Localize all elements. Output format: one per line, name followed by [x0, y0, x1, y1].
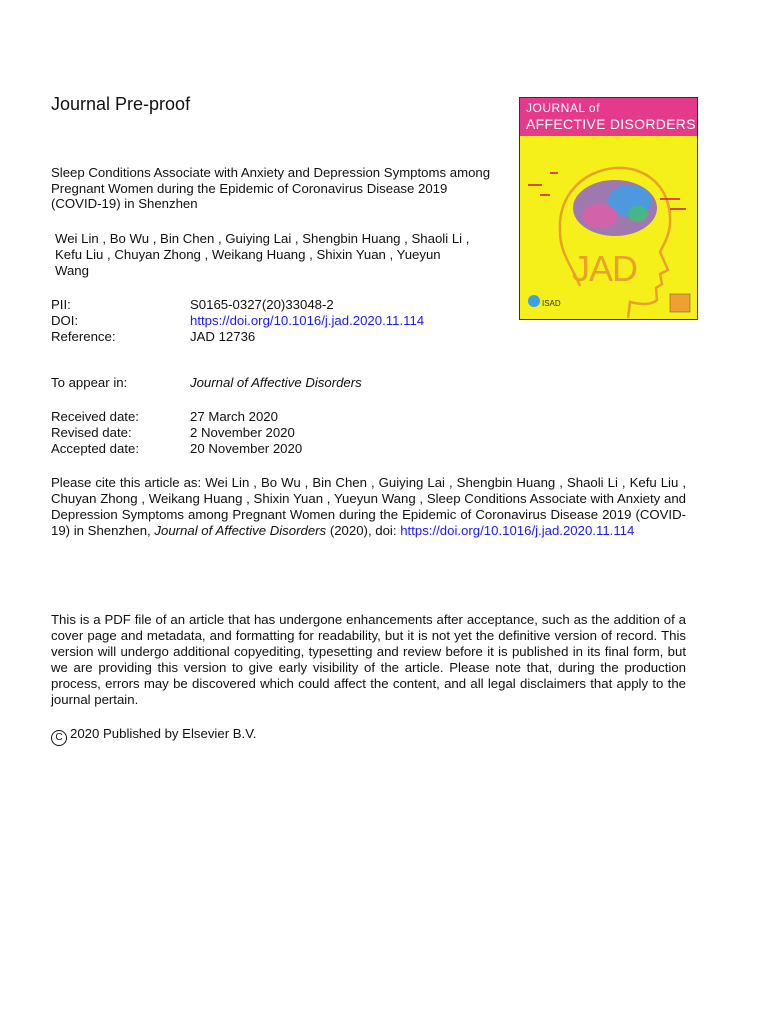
copyright-icon: C: [51, 730, 67, 746]
author-list: Wei Lin , Bo Wu , Bin Chen , Guiying Lai , Shengbin Huang , Shaoli Li , Kefu Liu , Chuyan Zhong , Weikang Huang , Shixin Yuan , Yueyun Wang: [55, 231, 470, 278]
cover-head-illustration: [520, 136, 697, 319]
cover-title-line2: AFFECTIVE DISORDERS: [526, 116, 696, 132]
cover-society: ISAD: [542, 299, 561, 308]
citation-text: Please cite this article as: Wei Lin , Bo Wu , Bin Chen , Guiying Lai , Shengbin Huang , Shaoli Li , Kefu Liu , Chuyan Zhong , Weikang Huang , Shixin Yuan , Yueyun Wang , Sleep Conditions Associate with Anxiety and Depression Symptoms among Pregnant Women during the Epidemic of Coronavirus Disease 2019 (COVID-19) in Shenzhen,: [51, 475, 686, 538]
copyright-text: 2020 Published by Elsevier B.V.: [70, 726, 257, 741]
copyright-line: [51, 726, 256, 746]
received-value: 27 March 2020: [190, 409, 278, 424]
brain-highlight-green: [628, 206, 648, 222]
appear-label: To appear in:: [51, 375, 128, 390]
citation-doi-link[interactable]: https://doi.org/10.1016/j.jad.2020.11.114: [400, 523, 635, 538]
reference-label: Reference:: [51, 329, 116, 344]
article-title: Sleep Conditions Associate with Anxiety and Depression Symptoms among Pregnant Women during the Epidemic of Coronavirus Disease 2019 (COVID-19) in Shenzhen: [51, 165, 491, 212]
citation-journal: Journal of Affective Disorders: [154, 523, 327, 538]
page-heading: Journal Pre-proof: [51, 94, 191, 114]
elsevier-logo-icon: [670, 294, 690, 312]
cover-title-line1: JOURNAL of: [526, 101, 600, 115]
journal-cover: [519, 97, 698, 320]
appear-value: Journal of Affective Disorders: [190, 375, 362, 390]
revised-value: 2 November 2020: [190, 425, 295, 440]
revised-label: Revised date:: [51, 425, 132, 440]
pii-label: PII:: [51, 297, 71, 312]
accepted-label: Accepted date:: [51, 441, 139, 456]
notice-paragraph: This is a PDF file of an article that has undergone enhancements after acceptance, such as the addition of a cover page and metadata, and formatting for readability, but it is not yet the definitive version of record. This version will undergo additional copyediting, typesetting and review before it is published in its final form, but we are providing this version to give early visibility of the article. Please note that, during the production process, errors may be discovered which could affect the content, and all legal disclaimers that apply to the journal pertain.: [51, 612, 686, 707]
reference-value: JAD 12736: [190, 329, 256, 344]
isad-logo-icon: [528, 295, 540, 307]
doi-link[interactable]: https://doi.org/10.1016/j.jad.2020.11.114: [190, 313, 425, 328]
accepted-value: 20 November 2020: [190, 441, 303, 456]
citation-suffix: (2020), doi:: [326, 523, 401, 538]
pii-value: S0165-0327(20)33048-2: [190, 297, 334, 312]
doi-label: DOI:: [51, 313, 79, 328]
brain-highlight-pink: [582, 204, 618, 228]
received-label: Received date:: [51, 409, 139, 424]
cover-logo: JAD: [572, 248, 638, 289]
citation-paragraph: [51, 475, 686, 539]
